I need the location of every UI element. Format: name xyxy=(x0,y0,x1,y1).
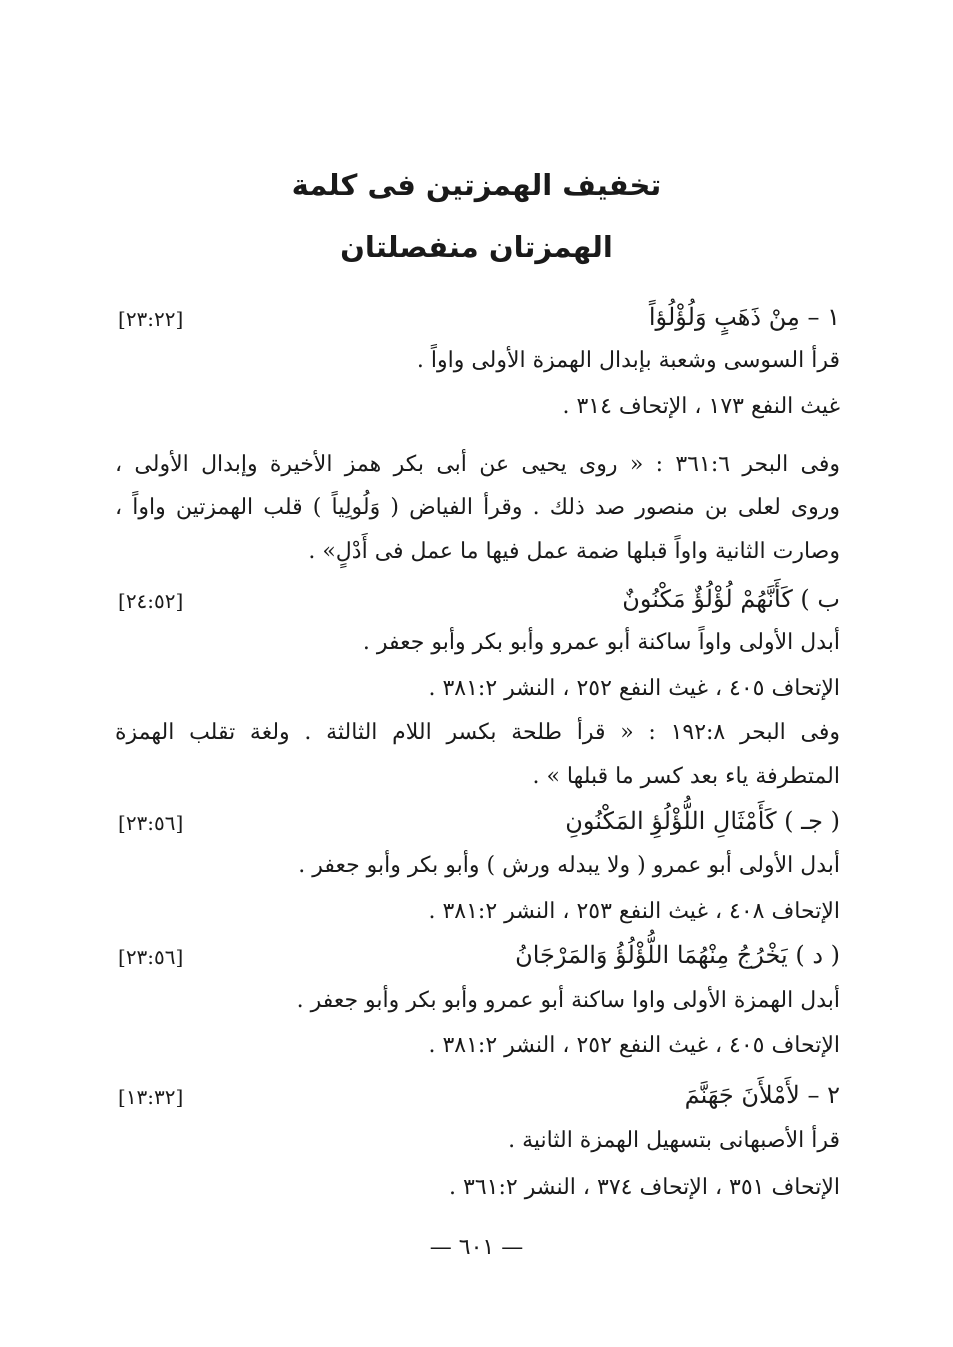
verse-line: ٢ – لأَمْلأَنَ جَهَنَّمَ xyxy=(684,1081,840,1109)
verse-line: ١ – مِنْ ذَهَبٍ وَلُؤْلُؤاً xyxy=(648,303,840,331)
text-line: وفى البحر ٣٦١:٦ : « روى يحيى عن أبى بكر همز الأخيرة وإبدال الأولى ، xyxy=(115,452,840,477)
citation-line: الإتحاف ٤٠٨ ، غيث النفع ٢٥٣ ، النشر ٣٨١:٢ . xyxy=(428,899,840,924)
page-number: — ٦٠١ — xyxy=(429,1235,524,1260)
text-line: وفى البحر ١٩٢:٨ : « قرأ طلحة بكسر اللام الثالثة . ولغة تقلب الهمزة xyxy=(115,720,840,745)
text-line: وصارت الثانية واواً قبلها ضمة عمل فيها ما عمل فى أَدْلٍ» . xyxy=(308,539,840,564)
verse-reference: [٢٣:٢٢] xyxy=(118,307,184,331)
citation-line: غيث النفع ١٧٣ ، الإتحاف ٣١٤ . xyxy=(562,394,840,419)
text-line: قرأ الأصبهانى بتسهيل الهمزة الثانية . xyxy=(508,1128,840,1153)
page-title: تخفيف الهمزتين فى كلمة xyxy=(291,168,662,202)
text-line: المتطرفة ياء بعد كسر ما قبلها » . xyxy=(532,764,840,789)
text-line: وروى لعلى بن منصور صد ذلك . وقرأ الفياض ( وَلُولِياً ) قلب الهمزتين واواً ، xyxy=(115,495,840,520)
citation-line: الإتحاف ٤٠٥ ، غيث النفع ٢٥٢ ، النشر ٣٨١:٢ . xyxy=(428,676,840,701)
citation-line: الإتحاف ٣٥١ ، الإتحاف ٣٧٤ ، النشر ٣٦١:٢ . xyxy=(449,1175,840,1200)
section-subtitle: الهمزتان منفصلتان xyxy=(340,230,613,264)
text-line: أبدل الهمزة الأولى واوا ساكنة أبو عمرو وأبو بكر وأبو جعفر . xyxy=(296,988,840,1013)
verse-line: ب ) كَأَنَّهُمْ لُؤْلُؤٌ مَكْنُونٌ xyxy=(622,585,840,613)
verse-reference: [٢٣:٥٦] xyxy=(118,945,184,969)
text-line: أبدل الأولى أبو عمرو ( ولا يبدله ورش ) وأبو بكر وأبو جعفر . xyxy=(298,853,840,878)
verse-reference: [١٣:٣٢] xyxy=(118,1085,184,1109)
verse-line: ( جـ ) كَأَمْثَالِ اللُّؤْلُؤِ المَكْنُونِ xyxy=(565,807,840,835)
citation-line: الإتحاف ٤٠٥ ، غيث النفع ٢٥٢ ، النشر ٣٨١:٢ . xyxy=(428,1033,840,1058)
text-line: أبدل الأولى واواً ساكنة أبو عمرو وأبو بكر وأبو جعفر . xyxy=(362,630,840,655)
verse-reference: [٢٤:٥٢] xyxy=(118,589,184,613)
verse-line: ( د ) يَخْرُجُ مِنْهُمَا اللُّؤْلُؤُ وَالمَرْجَانُ xyxy=(515,941,840,969)
text-line: قرأ السوسى وشعبة بإبدال الهمزة الأولى واواً . xyxy=(416,348,840,373)
verse-reference: [٢٣:٥٦] xyxy=(118,811,184,835)
